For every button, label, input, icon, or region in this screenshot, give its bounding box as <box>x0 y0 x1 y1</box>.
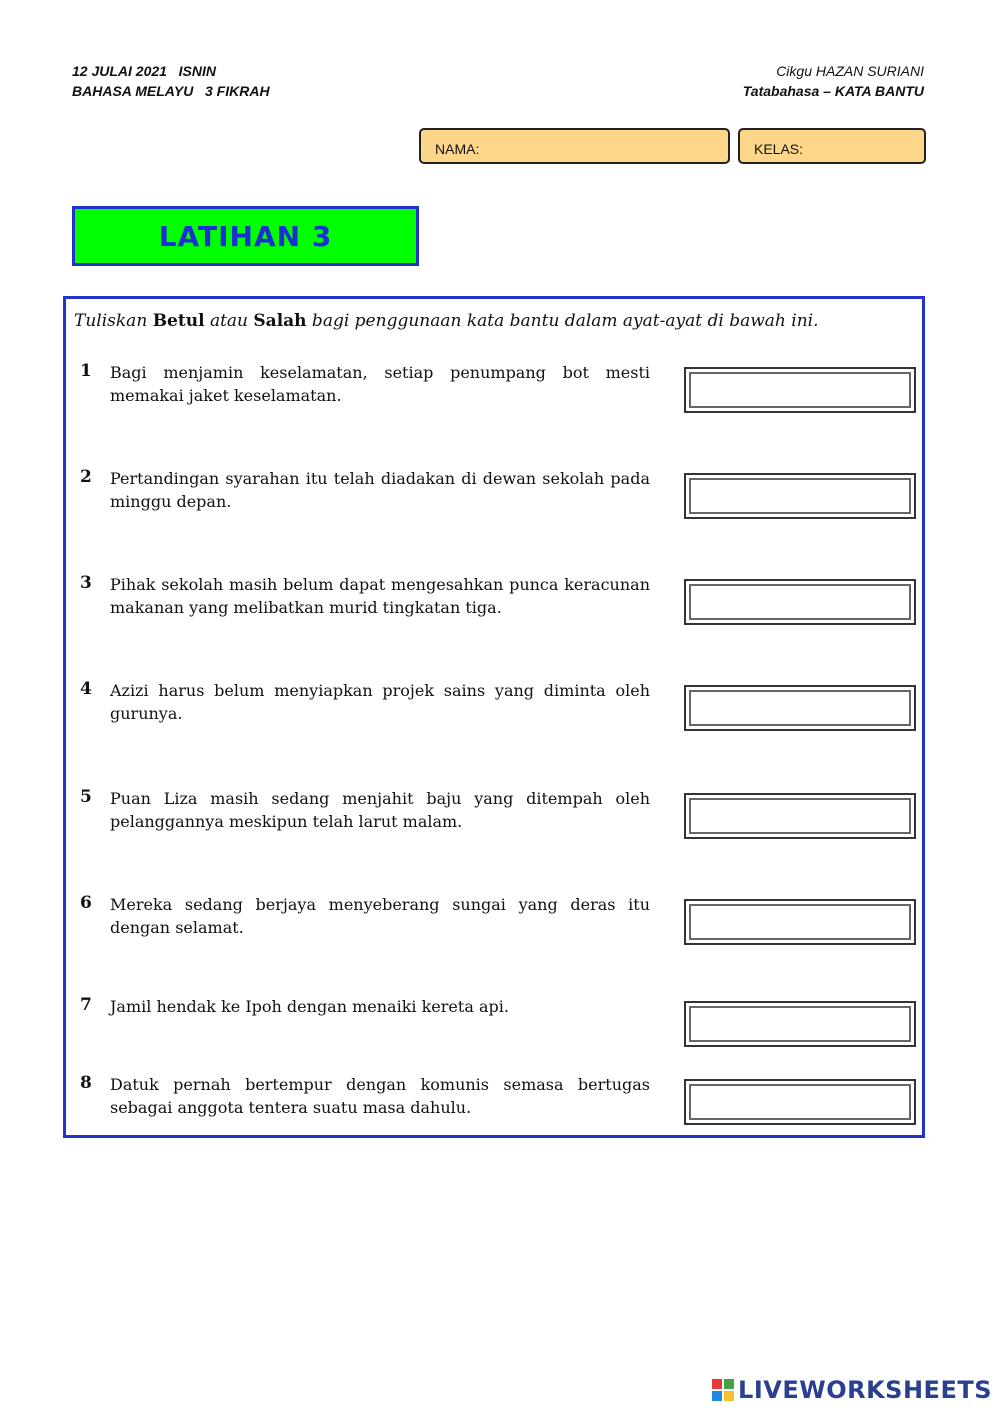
answer-box[interactable] <box>684 899 916 945</box>
nama-field[interactable] <box>419 128 730 164</box>
question-number: 5 <box>80 787 92 807</box>
instruction <box>74 311 819 331</box>
question-item <box>66 995 922 1055</box>
question-number: 2 <box>80 467 92 487</box>
question-number: 4 <box>80 679 92 699</box>
exercise-banner <box>72 206 419 266</box>
question-item <box>66 1073 922 1133</box>
teacher-name: Cikgu HAZAN SURIANI <box>776 63 924 79</box>
answer-box[interactable] <box>684 793 916 839</box>
question-item <box>66 573 922 633</box>
question-text: Puan Liza masih sedang menjahit baju yang ditempah oleh pelanggannya meskipun telah larut malam. <box>110 789 650 831</box>
question-text: Pertandingan syarahan itu telah diadakan di dewan sekolah pada minggu depan. <box>110 469 650 511</box>
question-text: Azizi harus belum menyiapkan projek sains yang diminta oleh gurunya. <box>110 681 650 723</box>
exercise-frame <box>63 296 925 1138</box>
logo-text: LIVEWORKSHEETS <box>738 1376 992 1404</box>
question-text: Datuk pernah bertempur dengan komunis semasa bertugas sebagai anggota tentera suatu masa dahulu. <box>110 1075 650 1117</box>
subject-line: BAHASA MELAYU 3 FIKRAH <box>72 83 270 99</box>
liveworksheets-logo <box>712 1375 992 1405</box>
logo-square <box>712 1391 722 1401</box>
answer-box[interactable] <box>684 685 916 731</box>
instruction-part: bagi penggunaan kata bantu dalam ayat-ayat di bawah ini. <box>306 311 819 331</box>
logo-icon <box>712 1379 734 1401</box>
exercise-title: LATIHAN 3 <box>158 219 333 253</box>
answer-box[interactable] <box>684 579 916 625</box>
answer-box[interactable] <box>684 1001 916 1047</box>
question-text: Pihak sekolah masih belum dapat mengesahkan punca keracunan makanan yang melibatkan murid tingkatan tiga. <box>110 575 650 617</box>
question-item <box>66 679 922 739</box>
question-text: Jamil hendak ke Ipoh dengan menaiki kereta api. <box>110 997 509 1016</box>
nama-label: NAMA: <box>435 141 480 157</box>
question-number: 7 <box>80 995 92 1015</box>
logo-square <box>724 1391 734 1401</box>
kelas-field[interactable] <box>738 128 926 164</box>
question-item <box>66 893 922 953</box>
answer-box[interactable] <box>684 473 916 519</box>
instruction-part: atau <box>204 311 254 331</box>
answer-box[interactable] <box>684 1079 916 1125</box>
instruction-part: Tuliskan <box>74 311 153 331</box>
date-line: 12 JULAI 2021 ISNIN <box>72 63 216 79</box>
logo-square <box>712 1379 722 1389</box>
question-text: Bagi menjamin keselamatan, setiap penumpang bot mesti memakai jaket keselamatan. <box>110 363 650 405</box>
answer-box[interactable] <box>684 367 916 413</box>
question-number: 1 <box>80 361 92 381</box>
kelas-label: KELAS: <box>754 141 804 157</box>
instruction-salah: Salah <box>253 311 307 331</box>
question-number: 8 <box>80 1073 92 1093</box>
question-item <box>66 467 922 527</box>
logo-square <box>724 1379 734 1389</box>
question-text: Mereka sedang berjaya menyeberang sungai yang deras itu dengan selamat. <box>110 895 650 937</box>
instruction-betul: Betul <box>152 311 205 331</box>
question-number: 3 <box>80 573 92 593</box>
question-item <box>66 361 922 421</box>
topic-line: Tatabahasa – KATA BANTU <box>742 83 924 99</box>
question-number: 6 <box>80 893 92 913</box>
question-item <box>66 787 922 847</box>
